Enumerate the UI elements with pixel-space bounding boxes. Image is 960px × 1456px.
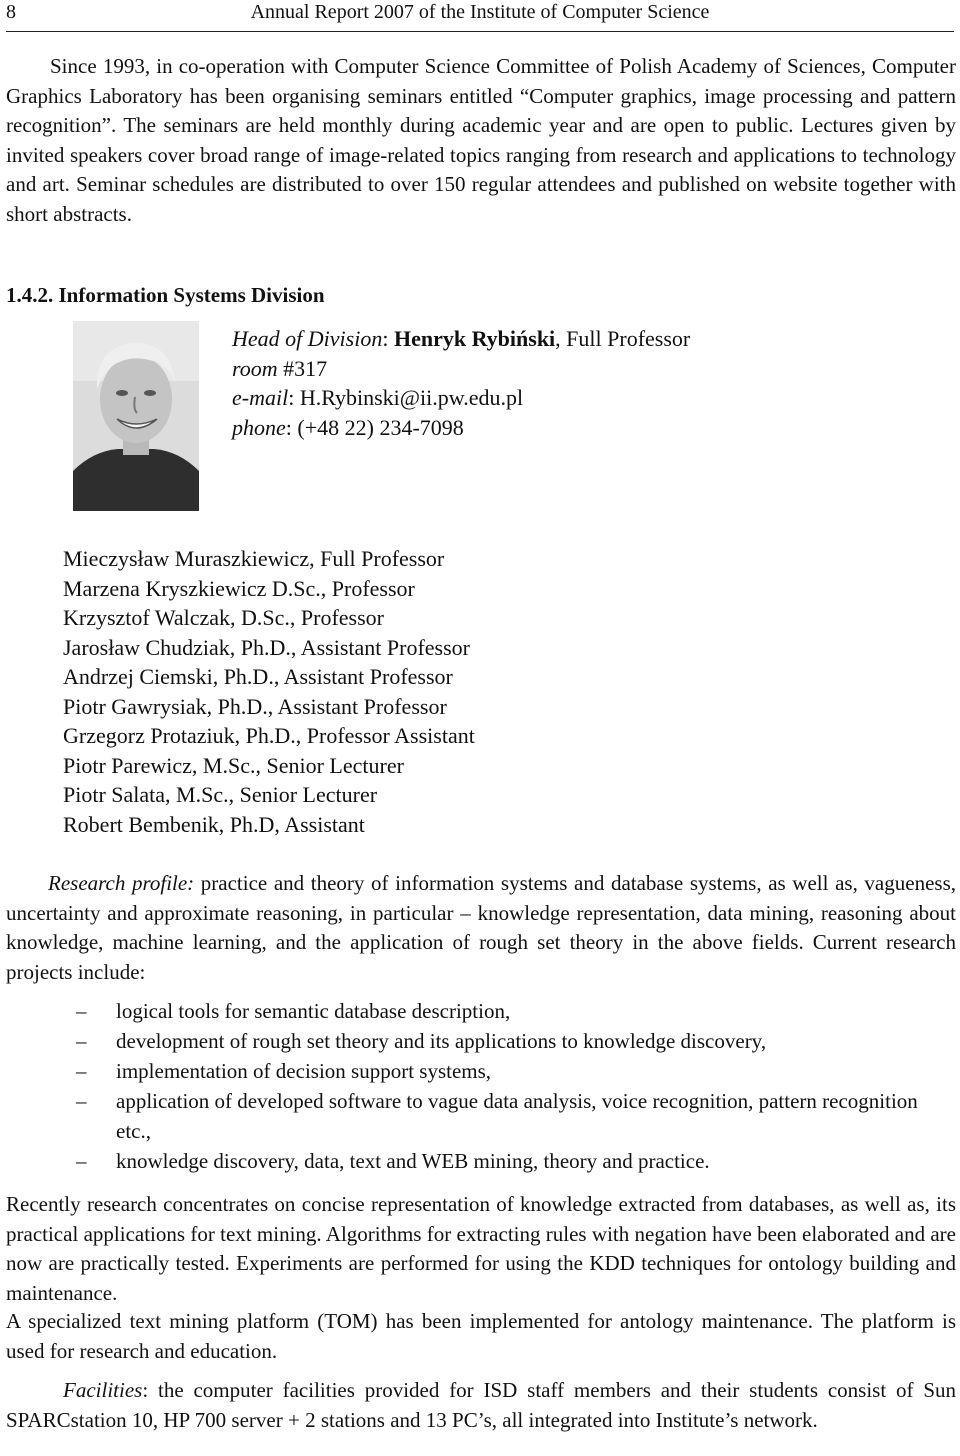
page-number: 8 bbox=[6, 1, 16, 23]
facilities-text: : the computer facilities provided for ISD staff members and their students consist of Sun SPARCstation 10, HP 700 server + 2 stations and 13 PC’s, all integrated into Institute’s network. bbox=[6, 1378, 956, 1432]
staff-member: Piotr Parewicz, M.Sc., Senior Lecturer bbox=[63, 752, 404, 778]
dash-bullet-icon: – bbox=[76, 999, 87, 1023]
staff-member: Andrzej Ciemski, Ph.D., Assistant Professor bbox=[63, 664, 453, 689]
facilities-label: Facilities bbox=[63, 1378, 143, 1402]
staff-member: Jarosław Chudziak, Ph.D., Assistant Professor bbox=[63, 634, 470, 660]
head-line: Head of Division: Henryk Rybiński, Full Professor bbox=[232, 326, 691, 351]
projects-list bbox=[76, 996, 956, 1176]
staff-member: Grzegorz Protaziuk, Ph.D., Professor Assistant bbox=[63, 723, 475, 748]
room-label: room bbox=[232, 355, 278, 381]
staff-member: Mieczysław Muraszkiewicz, Full Professor bbox=[63, 546, 445, 571]
staff-list bbox=[63, 544, 475, 839]
staff-member: Piotr Salata, M.Sc., Senior Lecturer bbox=[63, 782, 378, 807]
head-label: Head of Division bbox=[232, 326, 383, 351]
section-heading: 1.4.2. Information Systems Division bbox=[6, 283, 325, 307]
portrait-illustration bbox=[73, 321, 199, 511]
phone-value: (+48 22) 234-7098 bbox=[291, 414, 464, 440]
phone-label: phone bbox=[232, 414, 286, 440]
staff-member: Krzysztof Walczak, D.Sc., Professor bbox=[63, 605, 385, 630]
head-portrait-photo bbox=[73, 321, 199, 511]
staff-member: Robert Bembenik, Ph.D, Assistant bbox=[63, 811, 365, 837]
head-title: , Full Professor bbox=[555, 326, 691, 351]
project-item: – development of rough set theory and its applications to knowledge discovery, bbox=[116, 1026, 956, 1056]
tom-platform-paragraph: A specialized text mining platform (TOM) has been implemented for antology maintenance. The platform is used for research and education. bbox=[6, 1309, 956, 1363]
project-item: – logical tools for semantic database description, bbox=[116, 996, 956, 1026]
phone-line: phone: (+48 22) 234-7098 bbox=[232, 414, 464, 440]
room-value: #317 bbox=[277, 355, 328, 381]
project-item: – application of developed software to vague data analysis, voice recognition, pattern recognition etc., bbox=[116, 1086, 956, 1146]
intro-paragraph: Since 1993, in co-operation with Computer Science Committee of Polish Academy of Sciences, Computer Graphics Laboratory has been organising seminars entitled “Computer graphics, image processing and pattern recognition”. The seminars are held monthly during academic year and are open to public. Lectures given by invited speakers cover broad range of image-related topics ranging from research and applications to technology and art. Seminar schedules are distributed to over 150 regular attendees and published on website together with short abstracts. bbox=[6, 54, 956, 226]
research-profile-label: Research profile: bbox=[48, 871, 195, 895]
research-profile-text: practice and theory of information systems and database systems, as well as, vagueness, uncertainty and approximate reasoning, in particular – knowledge representation, data mining, reasoning about knowledge, machine learning, and the application of rough set theory in the above fields. Current research projects include: bbox=[6, 871, 956, 984]
page-header bbox=[6, 0, 954, 26]
dash-bullet-icon: – bbox=[76, 1059, 87, 1083]
staff-member: Piotr Gawrysiak, Ph.D., Assistant Professor bbox=[63, 693, 447, 719]
project-item: – knowledge discovery, data, text and WEB mining, theory and practice. bbox=[116, 1146, 956, 1176]
email-line: e-mail: H.Rybinski@ii.pw.edu.pl bbox=[232, 385, 524, 410]
room-line bbox=[232, 354, 690, 384]
dash-bullet-icon: – bbox=[76, 1089, 87, 1113]
dash-bullet-icon: – bbox=[76, 1029, 87, 1053]
running-title: Annual Report 2007 of the Institute of Computer Science bbox=[250, 1, 710, 23]
head-contact-block bbox=[232, 324, 690, 442]
recent-research-paragraph: Recently research concentrates on concise representation of knowledge extracted from databases, as well as, its practical applications for text mining. Algorithms for extracting rules with negation have been elaborated and are now are practically tested. Experiments are performed for using the KDD techniques for ontology building and maintenance. bbox=[6, 1192, 956, 1305]
facilities-paragraph bbox=[6, 1376, 956, 1435]
dash-bullet-icon: – bbox=[76, 1149, 87, 1173]
email-label: e-mail bbox=[232, 385, 289, 410]
header-rule bbox=[6, 31, 954, 32]
head-name: Henryk Rybiński bbox=[393, 326, 556, 351]
email-value: H.Rybinski@ii.pw.edu.pl bbox=[294, 385, 524, 410]
research-profile-paragraph bbox=[6, 869, 956, 987]
project-item: – implementation of decision support systems, bbox=[116, 1056, 956, 1086]
staff-member: Marzena Kryszkiewicz D.Sc., Professor bbox=[63, 575, 415, 601]
